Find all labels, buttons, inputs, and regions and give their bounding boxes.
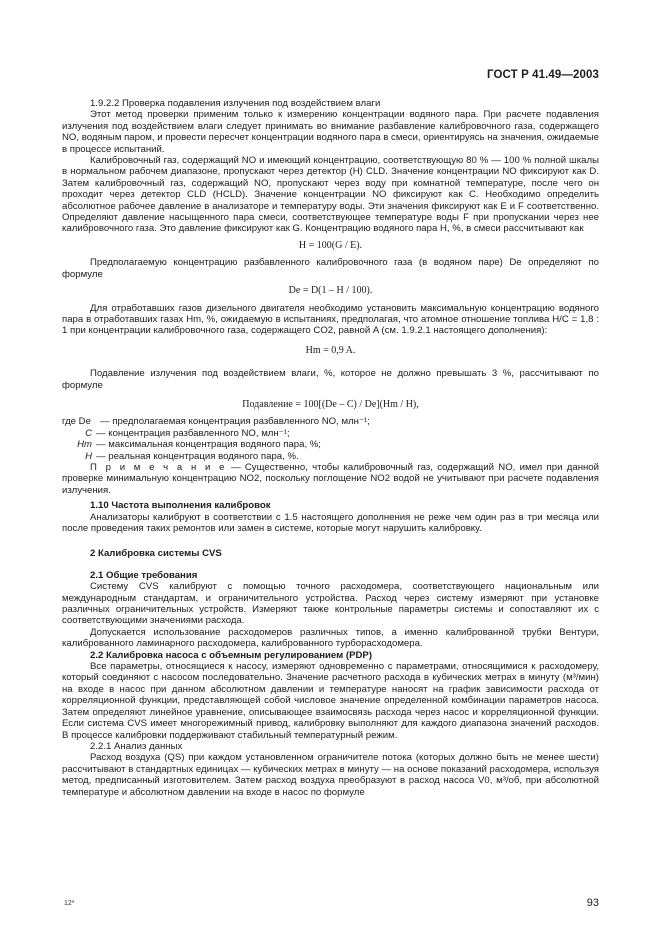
heading-2-1: 2.1 Общие требования [90, 569, 198, 581]
heading-2: 2 Калибровка системы CVS [90, 548, 222, 560]
definition-text: — максимальная концентрация водяного пара, %; [96, 439, 321, 451]
definition-symbol: H [85, 450, 92, 462]
definition-row [62, 416, 599, 427]
note [62, 462, 599, 496]
definition-row [62, 451, 599, 462]
note-text: — Существенно, чтобы калибровочный газ, содержащий NO, имел при данной проверке минимальную концентрацию NO2, поскольку поглощение NO2 водой не учитывают при расчете подавления излучения. [62, 461, 600, 496]
document-code: ГОСТ Р 41.49—2003 [487, 69, 599, 81]
definition-row [62, 428, 599, 439]
formula-h: H = 100(G / E). [298, 239, 363, 251]
note-label: П р и м е ч а н и е [90, 461, 227, 473]
paragraph: Все параметры, относящиеся к насосу, измеряют одновременно с параметрами, относящимися к расходомеру, который соединяют с насосом последовательно. Значение расчетного расхода в кубических метрах в минуту (м³/мин) на входе в насос при данном абсолютном давлении и температуре наносят на график зависимости расхода от корреляционной функции, представляющей собой числовое значение определенной комбинации параметров насоса. Затем определяют линейное уравнение, описывающее взаимосвязь расхода через насос и корреляционной функции. Если система CVS имеет многорежимный привод, калибровку выполняют для каждого диапазона значений расходов. В процессе калибровки поддерживают стабильный температурный режим. [62, 661, 599, 741]
paragraph: Анализаторы калибруют в соответствии с 1.5 настоящего дополнения не реже чем один раз в три месяца или после проведения таких ремонтов или замен в системе, которые могут нарушить калибровку. [62, 511, 599, 534]
definition-row [62, 439, 599, 450]
definition-symbol: C [85, 427, 92, 439]
page-number: 93 [586, 897, 599, 909]
page-content [62, 98, 599, 798]
paragraph: Этот метод проверки применим только к измерению концентрации водяного пара. При расчете подавления излучения под воздействием влаги следует принимать во внимание разбавление калибровочного газа, содержащего NO, водяным паром, и провести пересчет концентрации водяного пара в смеси, ориентируясь на значения, ожидаемые в процессе испытаний. [62, 109, 599, 155]
paragraph: Подавление излучения под воздействием влаги, %, которое не должно превышать 3 %, рассчитывают по формуле [62, 368, 599, 391]
paragraph: Предполагаемую концентрацию разбавленного калибровочного газа (в водяном паре) De определяют по формуле [62, 257, 599, 280]
definition-text: — предполагаемая концентрация разбавленного NO, млн⁻¹; [100, 416, 370, 428]
paragraph: Допускается использование расходомеров различных типов, а именно калиброванной трубки Вентури, калиброванного ламинарного расходомера, калиброванного турборасходомера. [62, 626, 599, 650]
definition-text: — концентрация разбавленного NO, млн⁻¹; [96, 427, 290, 439]
heading-1-10: 1.10 Частота выполнения калибровок [90, 500, 271, 512]
paragraph: Для отработавших газов дизельного двигателя необходимо установить максимальную концентрацию водяного пара в отработавших газах Hm, %, ожидаемую в испытаниях, предполагая, что атомное отношение топлива H/C = 1,8 : 1 при концентрации калибровочного газа, содержащего CO2, равной A (см. 1.9.2.1 настоящего дополнения): [62, 302, 599, 337]
definition-symbol: Hm [77, 439, 92, 451]
definition-symbol: где De [62, 416, 91, 428]
definitions-list [62, 416, 599, 462]
formula-suppression: Подавление = 100[(De – C) / De](Hm / H), [242, 398, 419, 410]
footer-signature-mark: 12* [64, 900, 75, 907]
formula-de: De = D(1 – H / 100). [288, 285, 373, 297]
paragraph: Калибровочный газ, содержащий NO и имеющий концентрацию, соответствующую 80 % — 100 % полной шкалы в нормальном рабочем диапазоне, пропускают через детектор (H) CLD. Значение концентрации NO фиксируют как D. Затем калибровочный газ, содержащий NO, пропускают через воду при комнатной температуре, после чего он проходит через детектор CLD (HCLD). Значение концентрации NO фиксируют как C. Необходимо определить абсолютное рабочее давление в анализаторе и температуру воды. Эти значения фиксируют как E и F соответственно. Определяют давление насыщенного пара смеси, соответствующее температуре воды F при пропускании через нее калибровочного газа. Это давление фиксируют как G. Концентрацию водяного пара H, %, в смеси рассчитывают как [62, 155, 599, 235]
heading-2-2-1: 2.2.1 Анализ данных [90, 740, 183, 752]
section-title-1-9-2-2: 1.9.2.2 Проверка подавления излучения под воздействием влаги [90, 98, 381, 109]
paragraph: Систему CVS калибруют с помощью точного расходомера, соответствующего национальным или международным стандартам, и ограничительного устройства. Расход через систему измеряют при установке различных ограничительных устройств. Измеряют также контрольные параметры системы и сопоставляют их с соответствующими значениями расхода. [62, 581, 599, 627]
definition-text: — реальная концентрация водяного пара, %. [96, 450, 299, 462]
heading-2-2: 2.2 Калибровка насоса с объемным регулированием (PDP) [90, 649, 373, 661]
paragraph: Расход воздуха (QS) при каждом установленном ограничителе потока (которых должно быть не менее шести) рассчитывают в стандартных единицах — кубических метрах в минуту — на основе показаний расходомера, используя метод, предписанный изготовителем. Затем расход воздуха преобразуют в расход насоса V0, м³/об, при абсолютной температуре и абсолютном давлении на входе в насос по формуле [62, 752, 599, 798]
formula-hm: Hm = 0,9 A. [305, 344, 356, 356]
